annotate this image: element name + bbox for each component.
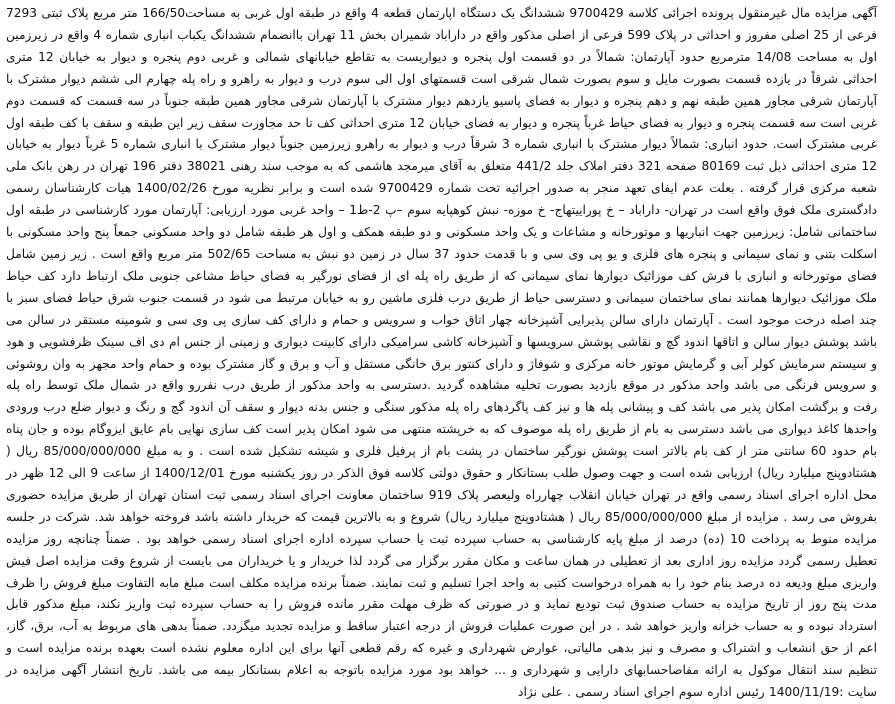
auction-notice-text: آگهی مزایده مال غیرمنقول پرونده اجرائی کلاسه 9700429 ششدانگ یک دستگاه اپارتمان قطعه 4 واقع در طبقه اول غربی به مساحت166/50 متر مربع پلاک ثبتی 7293 فرعی از 25 اصلی مفروز و احداثی در پلاک 599 فرعی از اصلی مذکور واقع در داراباد شمیران بخش 11 تهران باانضمام ششدانگ یکباب انباری شماره 4 واقع در زیرزمین اول به مساحت 14/08 مترمربع حدود آپارتمان: شمالاً در دو قسمت اول پنجره و دیواریست به تقاطع خیابانهای شمالی و غربی دوم پنجره و دیوار به خیابان 12 متری احداثی شرقاً در یازده قسمت بصورت مایل و سوم بصورت شمال شرقی است قسمتهای اول الی سوم درب و دیوار به راهرو و راه پله چهارم الی ششم دیوار مشترک با آپارتمان شرقی مجاور همین طبقه نهم و دهم پنجره و دیوار به فضای پاسیو یازدهم دیوار مشترک با آپارتمان شرقی مجاور همین طبقه جنوباً در سه قسمت که قسمت دوم غربی است سه قسمت پنجره و دیوار به فضای حیاط غرباً پنجره و دیوار به فضای خیابان 12 متری احداثی کف تا حد مجاورت سقف زیر این طبقه و سقف با کف طبقه اول غربی مشترک است. حدود انباری: شمالاً دیوار مشترک با انباری شماره 3 شرقاً درب و دیوار به راهرو زیرزمین جنوباً دیوار مشترک با انباری شماره 5 غرباً دیوار به خیابان 12 متری احداثی ذیل ثبت 80169 صفحه 321 دفتر املاک جلد 441/2 متعلق به آقای میرمجد هاشمی که به موجب سند رهنی 38021 دفتر 196 تهران در رهن بانک ملی شعبه مرکزی قرار گرفته . بعلت عدم ایفای تعهد منجر به صدور اجرائیه تحت شماره 9700429 شده است و برابر نظریه مورخ 1400/02/26 هیات کارشناسان رسمی دادگستری ملک فوق واقع است در تهران- داراباد – خ پوراییتهاج- خ موزه- نبش کوهپایه سوم –پ 2-ط1 – واحد غربی مورد ارزیابی: آپارتمان مورد کارشناسی در طبقه اول ساختمانی شامل: زیرزمین جهت انباریها و موتورخانه و مشاعات و یک واحد مسکونی و دو طبقه همکف و اول هر طبقه شامل دو واحد مسکونی جمعاً پنج واحد مسکونی با اسکلت بتنی و نمای سیمانی و پنجره های فلزی و یو پی وی سی و با قدمت حدود 37 سال در زمین دو نبش به مساحت 502/65 متر مربع واقع است . زیر زمین شامل فضای موتورخانه و انباری با فرش کف موزائیک دیوارها نمای سیمانی که از طریق راه پله ای از فضای نورگیر به فضای حیاط مشاعی جنوبی ملک ارتباط دارد کف حیاط ملک موزائیک دیوارها همانند نمای ساختمان سیمانی و دسترسی حیاط از طریق درب فلزی ماشین رو به خیابان مرتبط می شود در قسمت جنوب شرق حیاط فضای سبز با چند اصله درخت موجود است . آپارتمان دارای سالن پذیرایی آشپزخانه چهار اتاق خواب و سرویس و حمام و دارای کف سازی پی وی سی و شومینه مستقر در سالن می باشد پوشش دیوار سالن و اتاقها اندود گچ و نقاشی پوشش سرویسها و آشپزخانه کاشی سرامیکی دارای کابینت دیواری و زمینی از جنس ام دی اف سینک ظرفشویی و هود و سیستم سرمایش کولر آبی و گرمایش موتور خانه مرکزی و شوفاژ و دارای کنتور برق خانگی مستقل و آب و برق و گاز مشترک بوده و حمام واحد مجهز به وان روشوئی و سرویس فرنگی می باشد واحد مذکور در موقع بازدید بصورت تخلیه مشاهده گردید .دسترسی به واحد مذکور از طریق درب نفررو واقع در شمال ملک توسط راه پله رفت و برگشت امکان پذیر می باشد کف و پیشانی پله ها و نیز کف پاگردهای راه پله مذکور سنگی و جنس بدنه دیوار و سقف آن اندود گچ و رنگ و دیوار ضلع درب ورودی واحدها کاغذ دیواری می باشد دسترسی به بام از طریق راه پله موصوف که به خرپشته منتهی می شود امکان پذیر است کف سازی نهایی بام عایق ایزوگام بوده و جان پناه بام حدود 60 سانتی متر از کف بام بالاتر است پوشش نورگیر ساختمان در پشت بام از پرفیل فلزی و شیشه تشکیل شده است . و به مبلغ 85/000/000/000 ریال ( هشتادوپنج میلیارد ریال) ارزیابی شده است و جهت وصول طلب بستانکار و حقوق دولتی کلاسه فوق الذکر در روز یکشنبه مورخ 1400/12/01 از ساعت 9 الی 12 ظهر در محل اداره اجرای اسناد رسمی واقع در تهران خیابان انقلاب چهارراه ولیعصر پلاک 919 ساختمان معاونت اجرای اسناد رسمی ثبت استان تهران از طریق مزایده حضوری بفروش می رسد . مزایده از مبلغ 85/000/000/000 ریال ( هشتادوپنج میلیارد ریال) شروع و به بالاترین قیمت که خریدار داشته باشد فروخته خواهد شد. شرکت در جلسه مزایده منوط به پرداخت 10 (ده) درصد از مبلغ پایه کارشناسی به حساب سپرده ثبت یا حساب سپرده اداره اجرای اسناد رسمی خواهد بود . ضمناً چنانچه روز مزایده تعطیل رسمی گردد مزایده روز اداری بعد از تعطیلی در همان ساعت و مکان مقرر برگزار می گردد لذا خریدار و یا خریداران می بایست از شروع وقت مزایده اصل فیش واریزی مبلغ ودیعه ده درصد بنام خود را به همراه درخواست کتبی به واحد اجرا تسلیم و ثبت نمایند. ضمناً برنده مزایده مکلف است مبلغ مابه التفاوت مبلغ فروش را ظرف مدت پنج روز از تاریخ مزایده به حساب صندوق ثبت تودیع نماید و در صورتی که ظرف مهلت مقرر مانده فروش را به حساب سپرده ثبت واریز نکند، مبلغ مذکور قابل استرداد نبوده و به حساب خزانه واریز خواهد شد . در این صورت عملیات فروش از درجه اعتبار ساقط و مزایده تجدید میگردد. ضمناً بدهی های مربوط به آب، برق، گاز، اعم از حق انشعاب و اشتراک و مصرف و نیز بدهی مالیاتی، عوارض شهرداری و غیره که رقم قطعی آنها برای این اداره معلوم نشده است بعهده برنده مزایده است و تنظیم سند انتقال موکول به ارائه مفاصاحسابهای دارایی و شهرداری و ... خواهد بود مورد مزایده باتوجه به اعلام بستانکار بیمه می باشد. تاریخ انتشار آگهی مزایده در سایت :1400/11/19 رئیس اداره سوم اجرای اسناد رسمی . علی نژاد [6,6,878,700]
